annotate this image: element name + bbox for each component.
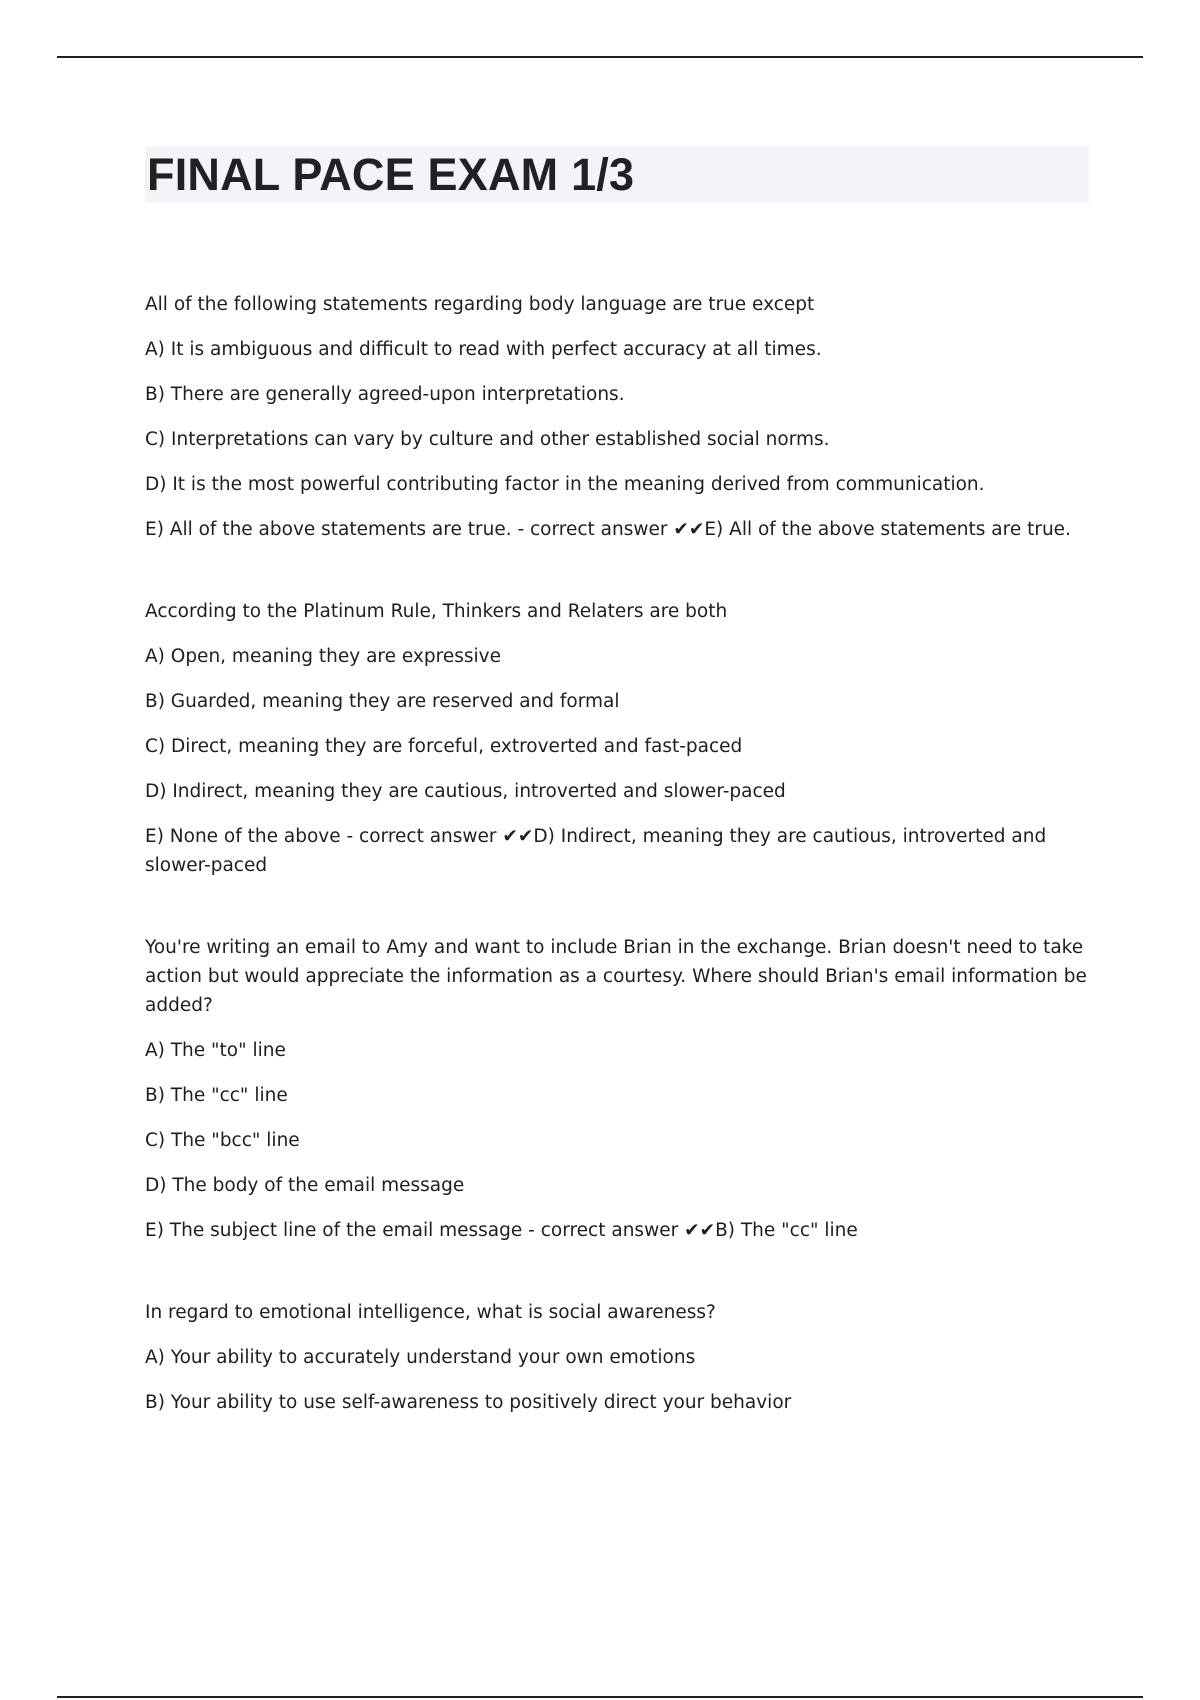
bottom-rule <box>57 1696 1143 1698</box>
answer-option: A) Your ability to accurately understand your own emotions <box>145 1347 696 1368</box>
answer-option: B) There are generally agreed-upon interpretations. <box>145 384 625 405</box>
document-body <box>145 290 1095 1470</box>
answer-option-with-correct-answer: E) All of the above statements are true. - correct answer ✔✔E) All of the above statements are true. <box>145 519 1071 540</box>
question-block-2 <box>145 597 1095 880</box>
answer-option-with-correct-answer: E) None of the above - correct answer ✔✔D) Indirect, meaning they are cautious, introverted and slower-paced <box>145 826 1047 876</box>
answer-option: B) Guarded, meaning they are reserved and formal <box>145 691 620 712</box>
answer-option: D) The body of the email message <box>145 1175 465 1196</box>
answer-option: A) The "to" line <box>145 1040 286 1061</box>
question-text: You're writing an email to Amy and want to include Brian in the exchange. Brian doesn't need to take action but would appreciate the information as a courtesy. Where should Brian's email information be added? <box>145 937 1087 1016</box>
question-block-1 <box>145 290 1095 544</box>
answer-option: D) Indirect, meaning they are cautious, introverted and slower-paced <box>145 781 786 802</box>
question-block-4 <box>145 1298 1095 1417</box>
question-text: All of the following statements regarding body language are true except <box>145 294 815 315</box>
question-text: In regard to emotional intelligence, what is social awareness? <box>145 1302 716 1323</box>
answer-option: A) It is ambiguous and difficult to read with perfect accuracy at all times. <box>145 339 822 360</box>
answer-option: B) Your ability to use self-awareness to positively direct your behavior <box>145 1392 792 1413</box>
question-text: According to the Platinum Rule, Thinkers and Relaters are both <box>145 601 728 622</box>
answer-option: D) It is the most powerful contributing factor in the meaning derived from communication. <box>145 474 985 495</box>
answer-option: C) Interpretations can vary by culture and other established social norms. <box>145 429 830 450</box>
question-block-3 <box>145 933 1095 1245</box>
document-title: FINAL PACE EXAM 1/3 <box>147 149 635 200</box>
answer-option: A) Open, meaning they are expressive <box>145 646 501 667</box>
answer-option: B) The "cc" line <box>145 1085 288 1106</box>
top-rule <box>57 56 1143 58</box>
title-band <box>145 146 1089 203</box>
answer-option: C) Direct, meaning they are forceful, extroverted and fast-paced <box>145 736 743 757</box>
answer-option-with-correct-answer: E) The subject line of the email message - correct answer ✔✔B) The "cc" line <box>145 1220 858 1241</box>
answer-option: C) The "bcc" line <box>145 1130 300 1151</box>
